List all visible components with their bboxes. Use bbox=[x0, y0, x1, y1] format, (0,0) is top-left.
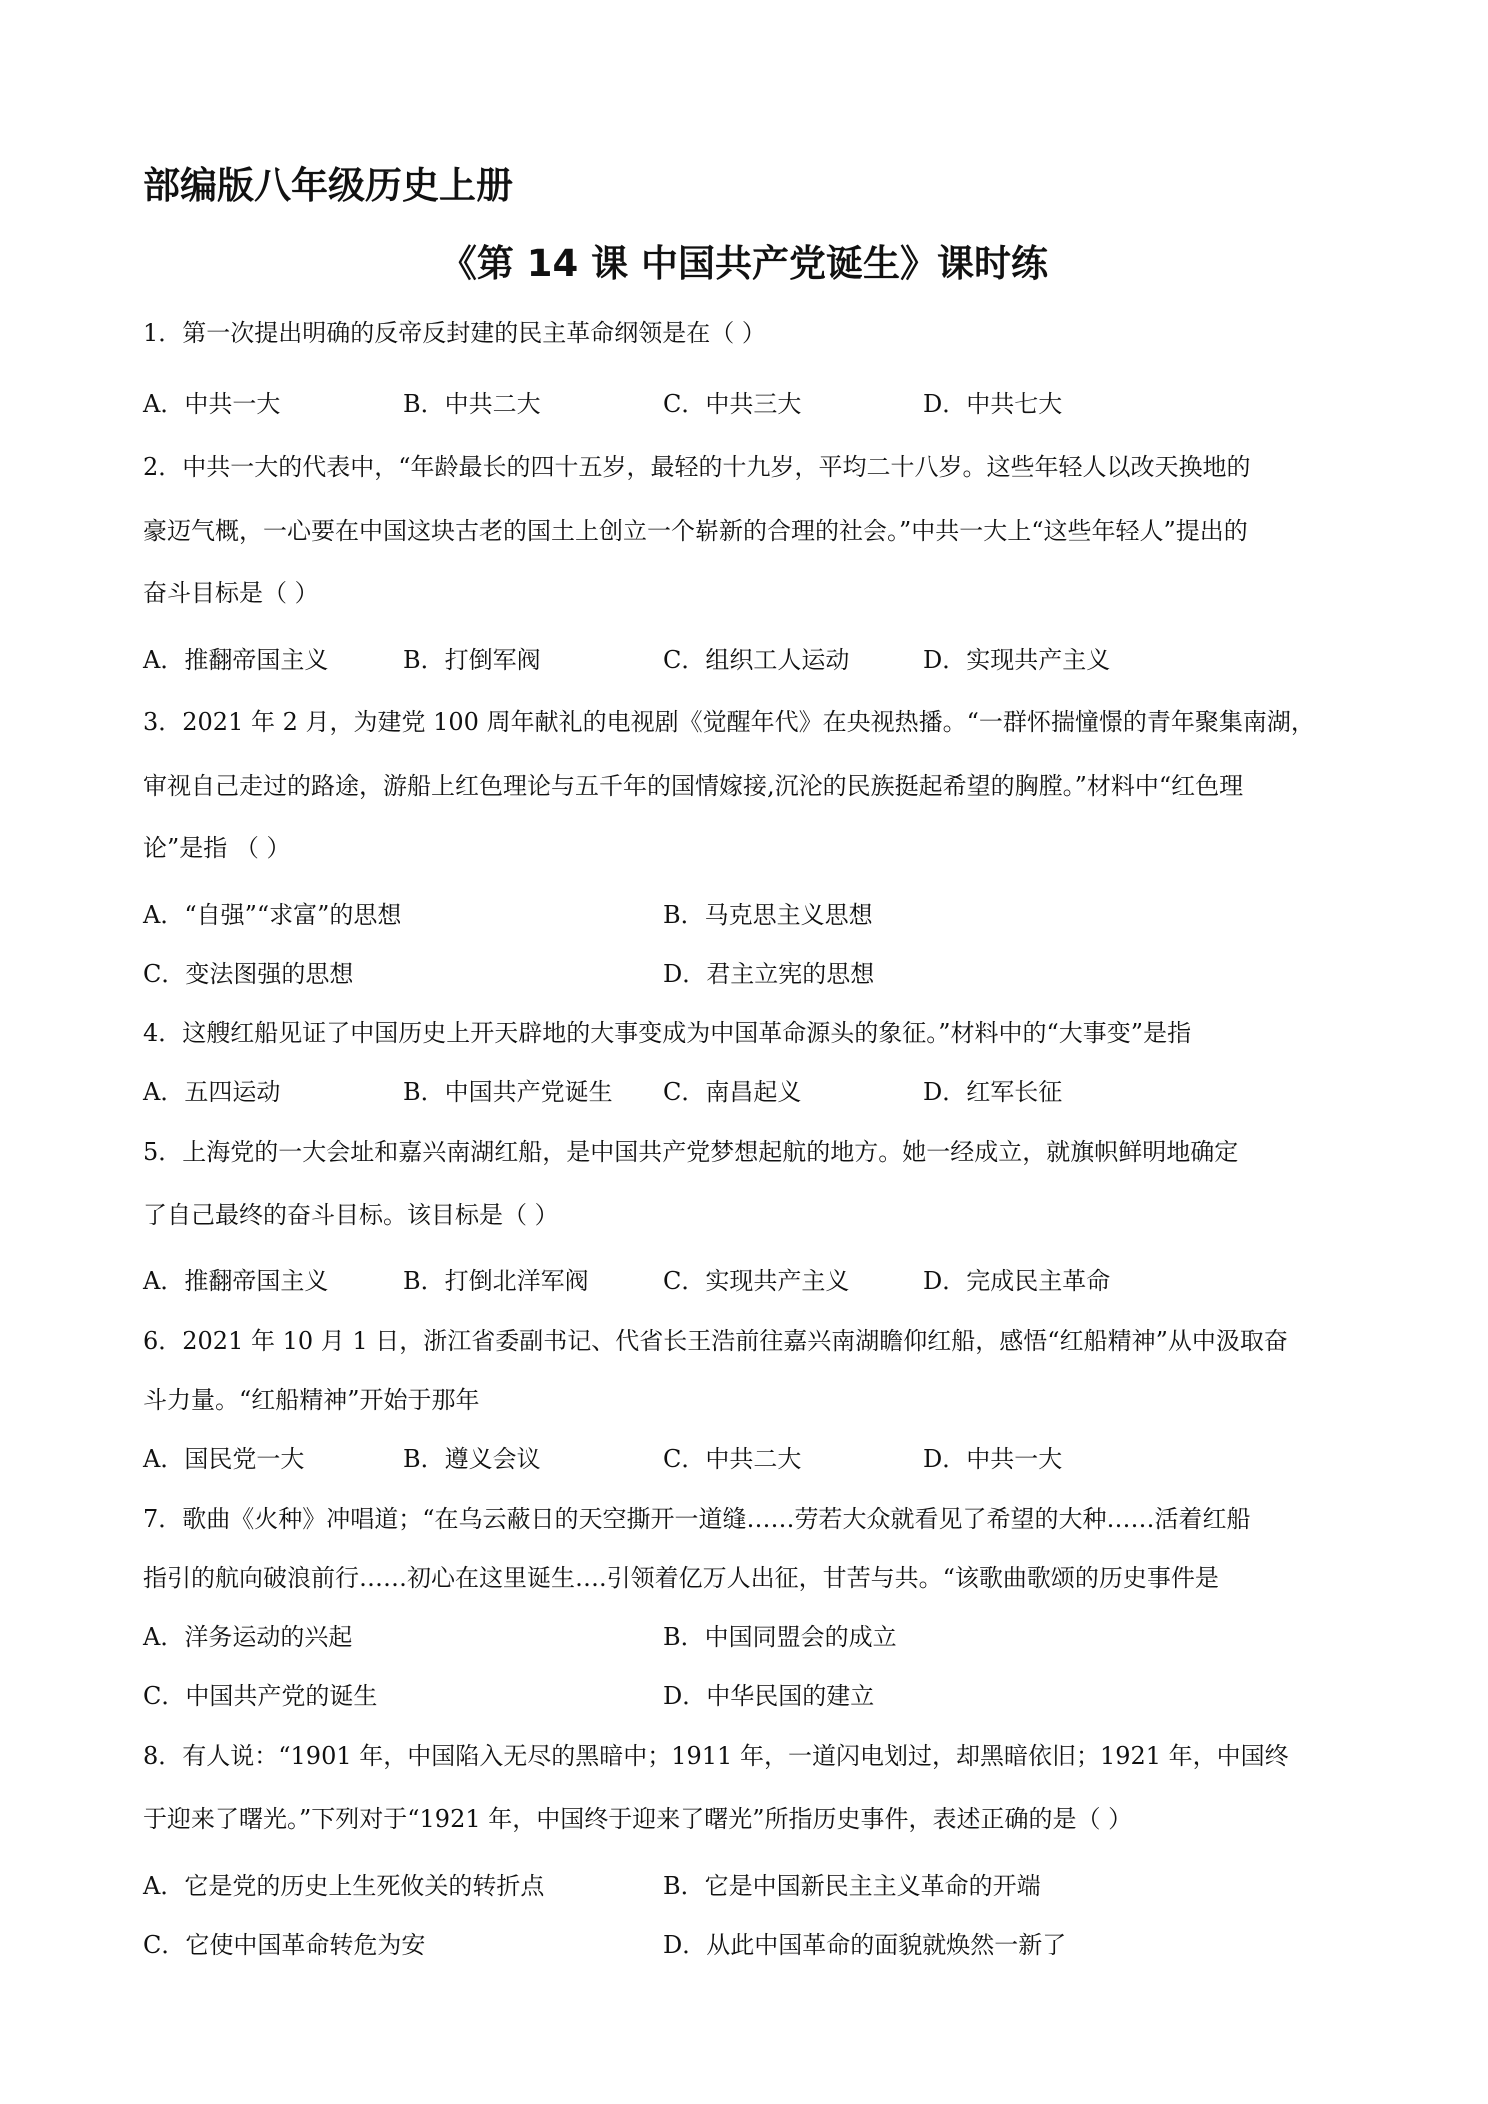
question-7-stem-line-1: 7．歌曲《火种》冲唱道；“在乌云蔽日的天空撕开一道缝……劳若大众就看见了希望的大种……活着红船 bbox=[143, 1505, 1251, 1533]
question-6-option-a: A．国民党一大 bbox=[143, 1445, 305, 1473]
question-4-option-a: A．五四运动 bbox=[143, 1078, 281, 1106]
question-4-stem: 4．这艘红船见证了中国历史上开天辟地的大事变成为中国革命源头的象征。”材料中的“大事变”是指 bbox=[143, 1019, 1192, 1047]
question-6-stem-line-2: 斗力量。“红船精神”开始于那年 bbox=[143, 1386, 480, 1414]
question-4-option-d: D．红军长征 bbox=[923, 1078, 1063, 1106]
question-5-option-a: A．推翻帝国主义 bbox=[143, 1267, 329, 1295]
question-2-option-d: D．实现共产主义 bbox=[923, 646, 1111, 674]
document-subtitle: 部编版八年级历史上册 bbox=[143, 164, 513, 207]
question-2-stem-line-1: 2．中共一大的代表中，“年龄最长的四十五岁，最轻的十九岁，平均二十八岁。这些年轻人以改天换地的 bbox=[143, 453, 1251, 481]
question-7-option-c: C．中国共产党的诞生 bbox=[143, 1682, 378, 1710]
question-8-option-b: B．它是中国新民主主义革命的开端 bbox=[663, 1872, 1041, 1900]
question-7-stem-line-2: 指引的航向破浪前行……初心在这里诞生….引领着亿万人出征，甘苦与共。“该歌曲歌颂的历史事件是 bbox=[143, 1564, 1219, 1592]
question-7-option-a: A．洋务运动的兴起 bbox=[143, 1623, 353, 1651]
question-5-option-d: D．完成民主革命 bbox=[923, 1267, 1111, 1295]
question-8-option-a: A．它是党的历史上生死攸关的转折点 bbox=[143, 1872, 545, 1900]
question-7-option-d: D．中华民国的建立 bbox=[663, 1682, 875, 1710]
question-3-option-a: A．“自强”“求富”的思想 bbox=[143, 901, 402, 929]
question-4-option-b: B．中国共产党诞生 bbox=[403, 1078, 613, 1106]
question-5-option-c: C．实现共产主义 bbox=[663, 1267, 850, 1295]
question-2-option-b: B．打倒军阀 bbox=[403, 646, 541, 674]
question-1-option-a: A．中共一大 bbox=[143, 390, 281, 418]
question-6-stem-line-1: 6．2021 年 10 月 1 日，浙江省委副书记、代省长王浩前往嘉兴南湖瞻仰红船，感悟“红船精神”从中汲取奋 bbox=[143, 1327, 1288, 1355]
document-title: 《第 14 课 中国共产党诞生》课时练 bbox=[439, 242, 1049, 285]
question-8-option-d: D．从此中国革命的面貌就焕然一新了 bbox=[663, 1931, 1067, 1959]
question-5-stem-line-2: 了自己最终的奋斗目标。该目标是（ ） bbox=[143, 1201, 559, 1229]
question-1-stem: 1．第一次提出明确的反帝反封建的民主革命纲领是在（ ） bbox=[143, 319, 766, 347]
question-3-option-d: D．君主立宪的思想 bbox=[663, 960, 875, 988]
question-5-stem-line-1: 5．上海党的一大会址和嘉兴南湖红船，是中国共产党梦想起航的地方。她一经成立，就旗帜鲜明地确定 bbox=[143, 1138, 1239, 1166]
question-5-option-b: B．打倒北洋军阀 bbox=[403, 1267, 589, 1295]
question-3-option-b: B．马克思主义思想 bbox=[663, 901, 873, 929]
question-7-option-b: B．中国同盟会的成立 bbox=[663, 1623, 897, 1651]
question-8-option-c: C．它使中国革命转危为安 bbox=[143, 1931, 426, 1959]
question-6-option-d: D．中共一大 bbox=[923, 1445, 1063, 1473]
question-2-option-c: C．组织工人运动 bbox=[663, 646, 850, 674]
question-8-stem-line-1: 8．有人说：“1901 年，中国陷入无尽的黑暗中；1911 年，一道闪电划过，却黑暗依旧；1921 年，中国终 bbox=[143, 1742, 1289, 1770]
question-8-stem-line-2: 于迎来了曙光。”下列对于“1921 年，中国终于迎来了曙光”所指历史事件，表述正确的是（ ） bbox=[143, 1805, 1133, 1833]
question-6-option-b: B．遵义会议 bbox=[403, 1445, 541, 1473]
question-2-stem-line-3: 奋斗目标是（ ） bbox=[143, 579, 319, 607]
question-4-option-c: C．南昌起义 bbox=[663, 1078, 802, 1106]
question-1-option-d: D．中共七大 bbox=[923, 390, 1063, 418]
question-1-option-c: C．中共三大 bbox=[663, 390, 802, 418]
question-2-option-a: A．推翻帝国主义 bbox=[143, 646, 329, 674]
question-6-option-c: C．中共二大 bbox=[663, 1445, 802, 1473]
question-2-stem-line-2: 豪迈气概，一心要在中国这块古老的国土上创立一个崭新的合理的社会。”中共一大上“这些年轻人”提出的 bbox=[143, 517, 1248, 545]
question-3-stem-line-1: 3．2021 年 2 月，为建党 100 周年献礼的电视剧《觉醒年代》在央视热播。“一群怀揣憧憬的青年聚集南湖， bbox=[143, 708, 1315, 736]
question-3-stem-line-2: 审视自己走过的路途，游船上红色理论与五千年的国情嫁接,沉沦的民族挺起希望的胸膛。”材料中“红色理 bbox=[143, 772, 1244, 800]
question-3-option-c: C．变法图强的思想 bbox=[143, 960, 354, 988]
question-3-stem-line-3: 论”是指 （ ） bbox=[143, 834, 291, 862]
question-1-option-b: B．中共二大 bbox=[403, 390, 541, 418]
